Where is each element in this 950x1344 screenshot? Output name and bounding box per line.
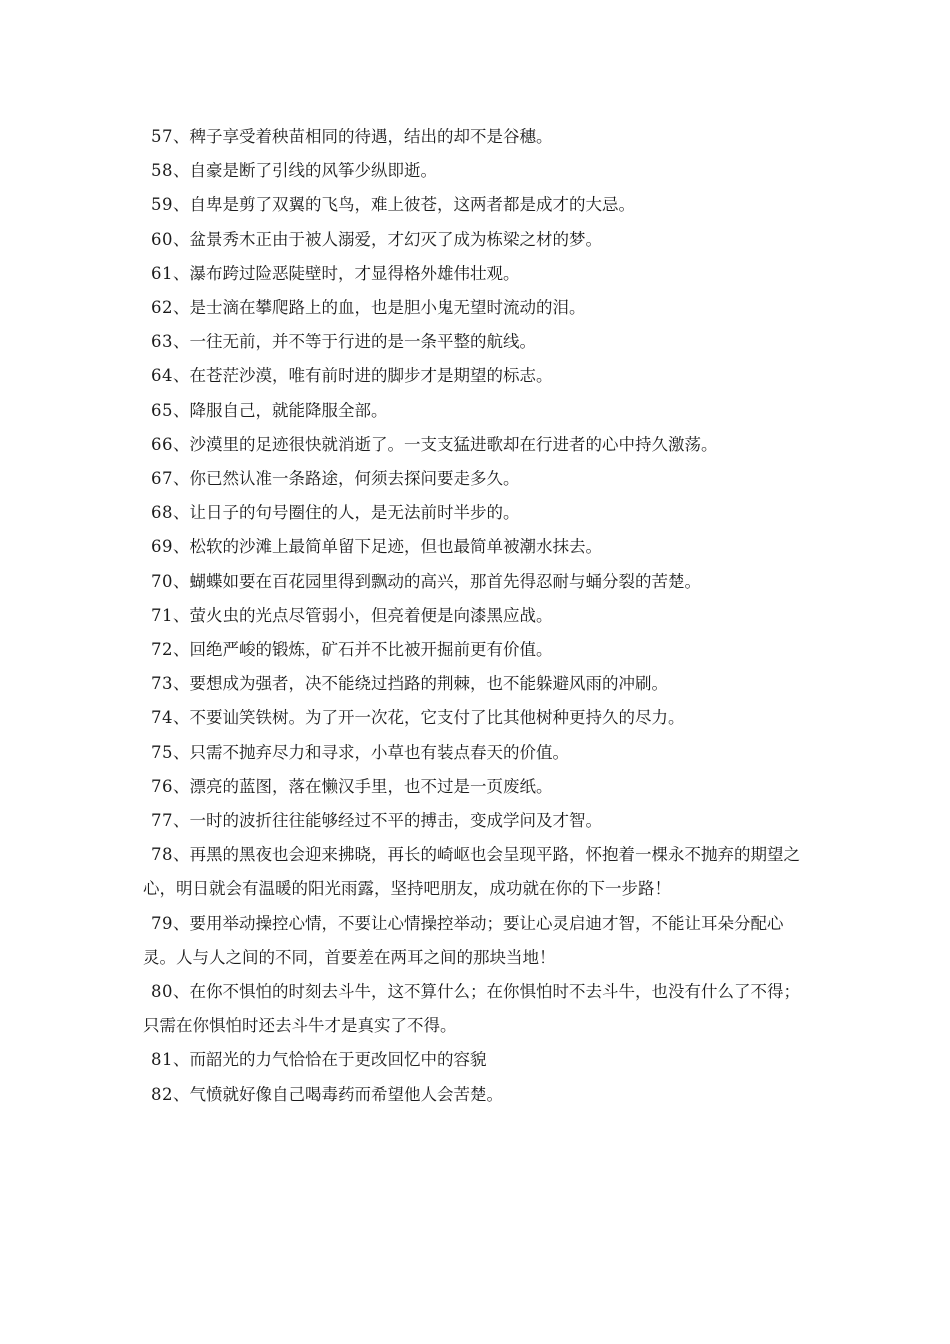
item-number: 81 [151, 1050, 173, 1070]
item-number: 57 [151, 127, 173, 146]
list-item [143, 736, 813, 770]
item-number: 82 [151, 1084, 173, 1104]
item-text: 、只需不抛弃尽力和寻求，小草也有装点春天的价值。 [173, 742, 569, 762]
item-number: 73 [151, 674, 173, 694]
item-text: 、盆景秀木正由于被人溺爱，才幻灭了成为栋梁之材的梦。 [173, 229, 602, 249]
list-item [143, 188, 813, 222]
item-number: 72 [151, 640, 173, 660]
item-text: 、一时的波折往往能够经过不平的搏击，变成学问及才智。 [173, 811, 602, 831]
item-number: 62 [151, 298, 173, 318]
item-text: 、漂亮的蓝图，落在懒汉手里，也不过是一页废纸。 [173, 776, 553, 796]
list-item [143, 565, 813, 599]
item-text: 、气愤就好像自己喝毒药而希望他人会苦楚。 [173, 1084, 503, 1104]
item-number: 77 [151, 811, 173, 831]
item-text: 、你已然认准一条路途，何须去探问要走多久。 [173, 469, 520, 489]
item-text: 、降服自己，就能降服全部。 [173, 400, 388, 420]
list-item [143, 1043, 813, 1077]
list-item [143, 394, 813, 428]
list-item [143, 154, 813, 188]
item-text: 、不要讪笑铁树。为了开一次花，它支付了比其他树种更持久的尽力。 [173, 708, 685, 728]
list-item [143, 838, 813, 906]
list-item [143, 1078, 813, 1112]
item-number: 80 [151, 982, 173, 1002]
item-text: 、一往无前，并不等于行进的是一条平整的航线。 [173, 332, 536, 352]
list-item [143, 359, 813, 393]
item-number: 71 [151, 605, 173, 625]
item-number: 75 [151, 742, 173, 762]
list-item [143, 599, 813, 633]
item-text: 、松软的沙滩上最简单留下足迹，但也最简单被潮水抹去。 [173, 537, 602, 557]
item-number: 64 [151, 366, 173, 386]
list-item [143, 496, 813, 530]
item-text: 、稗子享受着秧苗相同的待遇，结出的却不是谷穗。 [173, 127, 553, 146]
item-text: 、蝴蝶如要在百花园里得到飘动的高兴，那首先得忍耐与蛹分裂的苦楚。 [173, 571, 701, 591]
item-number: 69 [151, 537, 173, 557]
list-item [143, 120, 813, 154]
item-text: 、在苍茫沙漠，唯有前时进的脚步才是期望的标志。 [173, 366, 553, 386]
quote-list [143, 120, 813, 1112]
list-item [143, 770, 813, 804]
list-item [143, 257, 813, 291]
item-number: 65 [151, 400, 173, 420]
item-text: 、让日子的句号圈住的人，是无法前时半步的。 [173, 503, 520, 523]
item-number: 74 [151, 708, 173, 728]
list-item [143, 975, 813, 1043]
item-number: 79 [151, 913, 173, 933]
item-number: 60 [151, 229, 173, 249]
item-text: 、沙漠里的足迹很快就消逝了。一支支猛进歌却在行进者的心中持久激荡。 [173, 434, 718, 454]
list-item [143, 291, 813, 325]
item-text: 、回绝严峻的锻炼，矿石并不比被开掘前更有价值。 [173, 640, 553, 660]
item-number: 63 [151, 332, 173, 352]
list-item [143, 325, 813, 359]
list-item [143, 907, 813, 975]
list-item [143, 530, 813, 564]
item-text: 、要想成为强者，决不能绕过挡路的荆棘，也不能躲避风雨的冲刷。 [173, 674, 668, 694]
item-number: 61 [151, 263, 173, 283]
item-text: 、要用举动操控心情，不要让心情操控举动；要让心灵启迪才智，不能让耳朵分配心灵。人与人之间的不同，首要差在两耳之间的那块当地！ [143, 913, 784, 967]
list-item [143, 667, 813, 701]
item-text: 、再黑的黑夜也会迎来拂晓，再长的崎岖也会呈现平路，怀抱着一棵永不抛弃的期望之心，明日就会有温暖的阳光雨露，坚持吧朋友，成功就在你的下一步路！ [143, 845, 800, 899]
item-number: 76 [151, 776, 173, 796]
item-number: 59 [151, 195, 173, 215]
list-item [143, 223, 813, 257]
item-text: 、是士滴在攀爬路上的血，也是胆小鬼无望时流动的泪。 [173, 298, 586, 318]
list-item [143, 633, 813, 667]
item-number: 67 [151, 469, 173, 489]
item-text: 、而韶光的力气恰恰在于更改回忆中的容貌 [173, 1050, 487, 1070]
list-item [143, 462, 813, 496]
item-text: 、自豪是断了引线的风筝少纵即逝。 [173, 161, 437, 181]
item-text: 、自卑是剪了双翼的飞鸟，难上彼苍，这两者都是成才的大忌。 [173, 195, 635, 215]
item-text: 、在你不惧怕的时刻去斗牛，这不算什么；在你惧怕时不去斗牛，也没有什么了不得；只需在你惧怕时还去斗牛才是真实了不得。 [143, 982, 800, 1036]
item-text: 、萤火虫的光点尽管弱小，但亮着便是向漆黑应战。 [173, 605, 553, 625]
item-number: 70 [151, 571, 173, 591]
item-text: 、瀑布跨过险恶陡壁时，才显得格外雄伟壮观。 [173, 263, 520, 283]
item-number: 78 [151, 845, 173, 865]
list-item [143, 701, 813, 735]
list-item [143, 804, 813, 838]
list-item [143, 428, 813, 462]
item-number: 68 [151, 503, 173, 523]
item-number: 66 [151, 434, 173, 454]
item-number: 58 [151, 161, 173, 181]
